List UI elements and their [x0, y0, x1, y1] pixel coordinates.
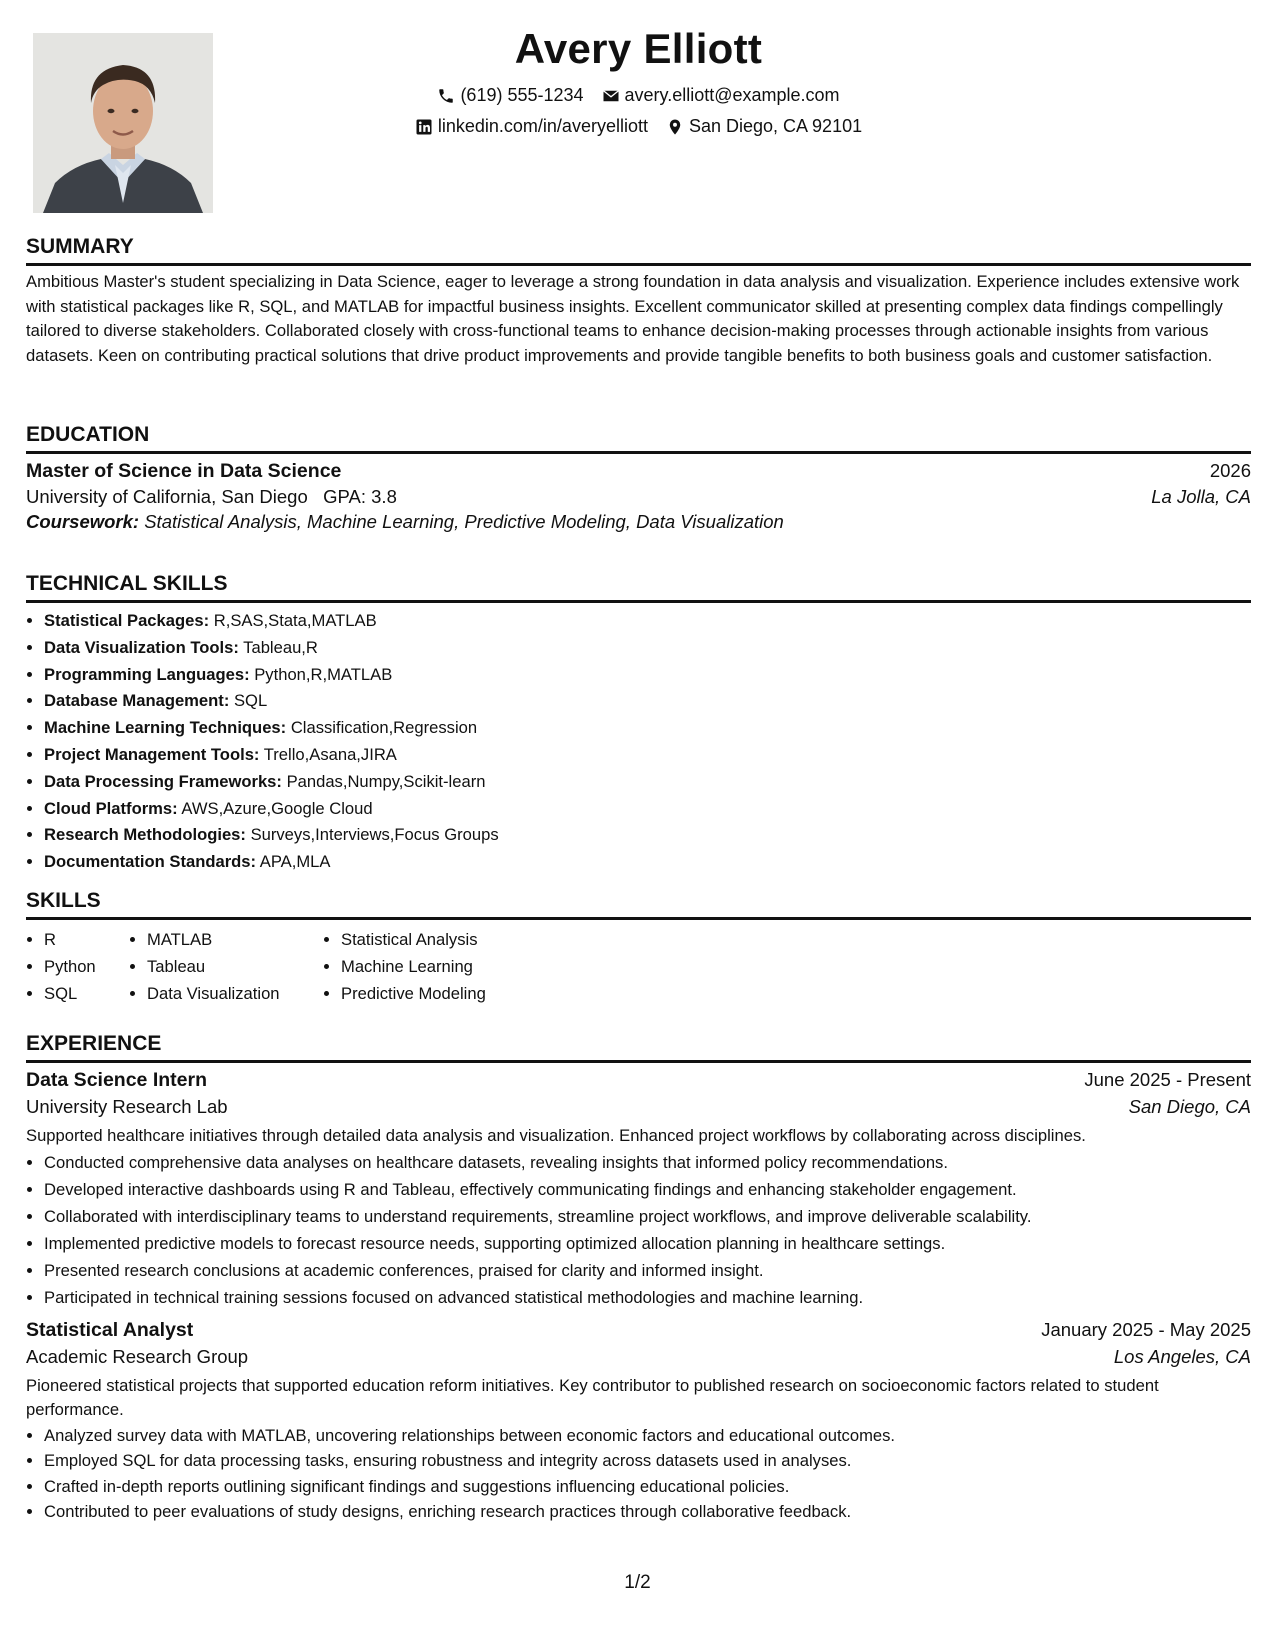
gpa: GPA: 3.8: [323, 486, 397, 507]
coursework-text: Statistical Analysis, Machine Learning, Predictive Modeling, Data Visualization: [144, 511, 784, 532]
summary-section: [26, 233, 1251, 368]
phone-icon: [437, 87, 455, 105]
education-row-1: [26, 460, 1251, 483]
skill-label: Database Management:: [44, 691, 230, 711]
skill-label: Machine Learning Techniques:: [44, 718, 287, 738]
job-role: Data Science Intern: [26, 1069, 207, 1091]
skill-value: Tableau,R: [243, 637, 318, 657]
list-item: [44, 769, 1251, 796]
job-location: San Diego, CA: [1128, 1096, 1251, 1117]
skill-value: Trello,Asana,JIRA: [263, 744, 397, 764]
skill-value: APA,MLA: [259, 852, 331, 872]
list-item: • Participated in technical training sessions focused on advanced statistical methodologies and machine learning.: [44, 1284, 1251, 1311]
school-location: La Jolla, CA: [1151, 486, 1251, 507]
school: University of California, San Diego: [26, 486, 308, 507]
skill-value: Pandas,Numpy,Scikit-learn: [286, 771, 486, 791]
location: [666, 111, 862, 142]
skills-column-3: [323, 926, 561, 1007]
list-item: • MATLAB: [147, 926, 323, 953]
skill-label: Cloud Platforms:: [44, 798, 178, 818]
list-item: [44, 688, 1251, 715]
list-item: [44, 849, 1251, 876]
map-pin-icon: [666, 118, 684, 136]
skill-label: Data Processing Frameworks:: [44, 771, 282, 791]
section-title: SKILLS: [26, 887, 1251, 920]
skill-value: Surveys,Interviews,Focus Groups: [250, 825, 499, 845]
skills-column-1: [26, 926, 129, 1007]
list-item: • Developed interactive dashboards using R and Tableau, effectively communicating findings and enhancing stakeholder engagement.: [44, 1176, 1251, 1203]
list-item: • Presented research conclusions at academic conferences, praised for clarity and informed insight.: [44, 1257, 1251, 1284]
experience-section: [26, 1030, 1251, 1525]
skills-columns: [26, 926, 1251, 1007]
list-item: • SQL: [44, 980, 129, 1007]
job-dates: January 2025 - May 2025: [1041, 1318, 1251, 1340]
job-role: Statistical Analyst: [26, 1318, 194, 1341]
location-text: San Diego, CA 92101: [688, 116, 863, 136]
job-location: Los Angeles, CA: [1113, 1345, 1251, 1367]
list-item: [44, 608, 1251, 635]
email-text: avery.elliott@example.com: [624, 85, 840, 105]
skill-value: AWS,Azure,Google Cloud: [181, 798, 373, 818]
list-item: [44, 662, 1251, 689]
phone-text: (619) 555-1234: [460, 85, 584, 105]
skill-label: Programming Languages:: [44, 664, 250, 684]
degree: Master of Science in Data Science: [26, 460, 342, 482]
list-item: • Conducted comprehensive data analyses on healthcare datasets, revealing insights that informed policy recommendations.: [44, 1149, 1251, 1176]
contact-line-2: [26, 111, 1251, 142]
skill-label: Documentation Standards:: [44, 852, 257, 872]
list-item: • Implemented predictive models to forecast resource needs, supporting optimized allocation planning in healthcare settings.: [44, 1230, 1251, 1257]
job-org: University Research Lab: [26, 1096, 228, 1117]
skill-label: Statistical Packages:: [44, 611, 210, 630]
job-entry: [26, 1319, 1251, 1525]
job-bullets: [26, 1149, 1251, 1311]
envelope-icon: [602, 87, 620, 105]
coursework-label: Coursework:: [26, 511, 140, 532]
list-item: [44, 796, 1251, 823]
section-title: EDUCATION: [26, 421, 1251, 454]
contact-line-1: [26, 80, 1251, 111]
linkedin-text: linkedin.com/in/averyelliott: [437, 116, 648, 136]
email[interactable]: [602, 80, 840, 111]
skills-section: [26, 887, 1251, 1007]
list-item: • Statistical Analysis: [341, 926, 561, 953]
skill-label: Research Methodologies:: [44, 825, 246, 845]
skill-value: Classification,Regression: [290, 718, 478, 738]
job-entry: [26, 1069, 1251, 1311]
list-item: • Collaborated with interdisciplinary teams to understand requirements, streamline project workflows, and improve deliverable scalability.: [44, 1203, 1251, 1230]
skill-value: R,SAS,Stata,MATLAB: [213, 611, 377, 630]
list-item: • Tableau: [147, 953, 323, 980]
list-item: • Predictive Modeling: [341, 980, 561, 1007]
job-dates: June 2025 - Present: [1084, 1069, 1251, 1090]
job-subheader: [26, 1096, 1251, 1118]
list-item: • Data Visualization: [147, 980, 323, 1007]
job-summary: Pioneered statistical projects that supported education reform initiatives. Key contributor to published research on socioeconomic factors related to student performance.: [26, 1375, 1159, 1419]
skill-value: Python,R,MATLAB: [254, 664, 393, 684]
graduation-year: 2026: [1209, 460, 1251, 481]
resume-header: [26, 18, 1251, 142]
linkedin[interactable]: [415, 111, 648, 142]
job-header: [26, 1069, 1251, 1092]
job-subheader: [26, 1346, 1251, 1368]
school-line: [26, 486, 397, 508]
summary-text: Ambitious Master's student specializing in Data Science, eager to leverage a strong foundation in data analysis and visualization. Experience includes extensive work with statistical packages like R, SQL, and MATLAB for impactful business insights. Excellent communicator skilled at presenting complex data findings compellingly tailored to diverse stakeholders. Collaborated closely with cross-functional teams to enhance decision-making processes through actionable insights from various datasets. Keen on contributing practical solutions that drive product improvements and provide tangible benefits to both business goals and customer satisfaction.: [26, 272, 1240, 365]
list-item: • Analyzed survey data with MATLAB, uncovering relationships between economic factors and educational outcomes.: [44, 1423, 1251, 1449]
list-item: • R: [44, 926, 129, 953]
list-item: • Contributed to peer evaluations of study designs, enriching research practices through collaborative feedback.: [44, 1499, 1251, 1525]
page-number: 1/2: [624, 1572, 651, 1593]
skill-label: Data Visualization Tools:: [44, 637, 239, 657]
job-summary: Supported healthcare initiatives through detailed data analysis and visualization. Enhanced project workflows by collaborating across disciplines.: [26, 1126, 1086, 1145]
list-item: • Employed SQL for data processing tasks, ensuring robustness and integrity across datasets used in analyses.: [44, 1448, 1251, 1474]
list-item: [44, 742, 1251, 769]
candidate-name: Avery Elliott: [514, 25, 763, 72]
job-org: Academic Research Group: [26, 1345, 249, 1367]
list-item: • Machine Learning: [341, 953, 561, 980]
skill-label: Project Management Tools:: [44, 744, 260, 764]
list-item: • Crafted in-depth reports outlining significant findings and suggestions influencing educational policies.: [44, 1474, 1251, 1500]
section-title: SUMMARY: [26, 233, 1251, 266]
list-item: [44, 635, 1251, 662]
education-section: [26, 421, 1251, 533]
phone: [437, 80, 583, 111]
section-title: EXPERIENCE: [26, 1030, 1251, 1063]
list-item: [44, 715, 1251, 742]
coursework: [26, 511, 1251, 533]
section-title: TECHNICAL SKILLS: [26, 570, 1251, 603]
list-item: • Python: [44, 953, 129, 980]
linkedin-icon: [415, 118, 433, 136]
list-item: [44, 822, 1251, 849]
technical-skills-list: [26, 608, 1251, 876]
skills-column-2: [129, 926, 323, 1007]
job-bullets: [26, 1423, 1251, 1525]
skill-value: SQL: [233, 691, 268, 711]
technical-skills-section: [26, 570, 1251, 876]
job-header: [26, 1319, 1251, 1342]
education-row-2: [26, 486, 1251, 508]
